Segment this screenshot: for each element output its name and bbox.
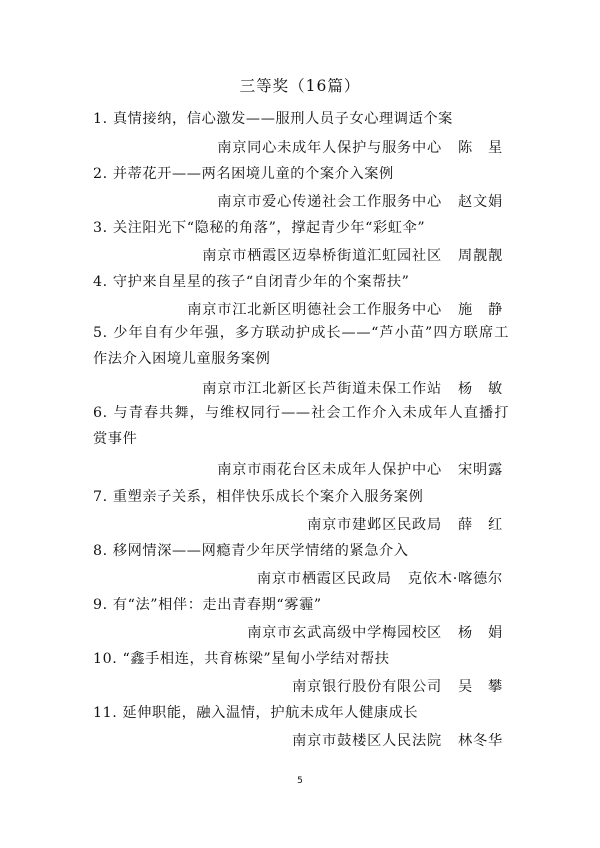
entry-title: 9. 有“法”相伴：走出青春期“雾霾” <box>93 597 322 613</box>
entry-organization: 南京市爱心传递社会工作服务中心 <box>217 194 443 210</box>
entry-title: 6. 与青春共舞，与维权同行——社会工作介入未成年人直播打赏事件 <box>93 405 509 447</box>
entry-person: 宋明露 <box>458 462 503 478</box>
entry-person: 陈 星 <box>458 140 503 156</box>
entry-organization: 南京市江北新区明德社会工作服务中心 <box>187 302 443 318</box>
entry-person: 克依木·喀德尔 <box>407 571 503 587</box>
entry-organization: 南京市建邺区民政局 <box>307 517 443 533</box>
entry-affiliation <box>217 191 503 211</box>
entry-affiliation <box>202 378 503 398</box>
section-title: 三等奖（16篇） <box>239 77 361 95</box>
entry-organization: 南京市江北新区长芦街道未保工作站 <box>202 381 443 397</box>
entry-affiliation <box>292 730 503 750</box>
entry-affiliation <box>307 514 503 534</box>
entry-person: 林冬华 <box>458 733 503 749</box>
entry-title: 5. 少年自有少年强，多方联动护成长——“芦小苗”四方联席工作法介入困境儿童服务案例 <box>93 325 509 367</box>
entry-person: 施 静 <box>458 302 503 318</box>
entry-title: 3. 关注阳光下“隐秘的角落”，撑起青少年“彩虹伞” <box>93 220 426 236</box>
entry-organization: 南京同心未成年人保护与服务中心 <box>217 140 443 156</box>
entry-title: 8. 移网情深——网瘾青少年厌学情绪的紧急介入 <box>93 543 409 559</box>
entry-title: 10. “鑫手相连，共育栋梁”星甸小学结对帮扶 <box>93 651 390 667</box>
entry-title: 2. 并蒂花开——两名困境儿童的个案介入案例 <box>93 166 394 182</box>
entry-organization: 南京市鼓楼区人民法院 <box>292 733 443 749</box>
entry-affiliation <box>187 299 503 319</box>
entry-person: 赵文娟 <box>458 194 503 210</box>
entry-affiliation <box>217 137 503 157</box>
entry-person: 吴 攀 <box>458 679 503 695</box>
entry-person: 薛 红 <box>458 517 503 533</box>
entry-affiliation <box>202 245 503 265</box>
entry-organization: 南京市栖霞区迈皋桥街道汇虹园社区 <box>202 248 443 264</box>
entry-title: 4. 守护来自星星的孩子“自闭青少年的个案帮扶” <box>93 274 410 290</box>
entry-person: 杨 娟 <box>458 625 503 641</box>
entry-title: 7. 重塑亲子关系，相伴快乐成长个案介入服务案例 <box>93 489 424 505</box>
entry-person: 杨 敏 <box>458 381 503 397</box>
entry-affiliation <box>217 459 503 479</box>
entry-organization: 南京市雨花台区未成年人保护中心 <box>217 462 443 478</box>
entry-organization: 南京市栖霞区民政局 <box>256 571 392 587</box>
entry-title: 11. 延伸职能，融入温情，护航未成年人健康成长 <box>93 705 419 721</box>
page-number: 5 <box>297 776 303 786</box>
entry-organization: 南京市玄武高级中学梅园校区 <box>247 625 443 641</box>
entry-affiliation <box>292 676 503 696</box>
entry-title: 1. 真情接纳，信心激发——服刑人员子女心理调适个案 <box>93 111 453 127</box>
entry-affiliation <box>247 622 503 642</box>
entry-organization: 南京银行股份有限公司 <box>292 679 443 695</box>
entry-person: 周靓靓 <box>458 248 503 264</box>
entry-affiliation <box>257 568 503 588</box>
